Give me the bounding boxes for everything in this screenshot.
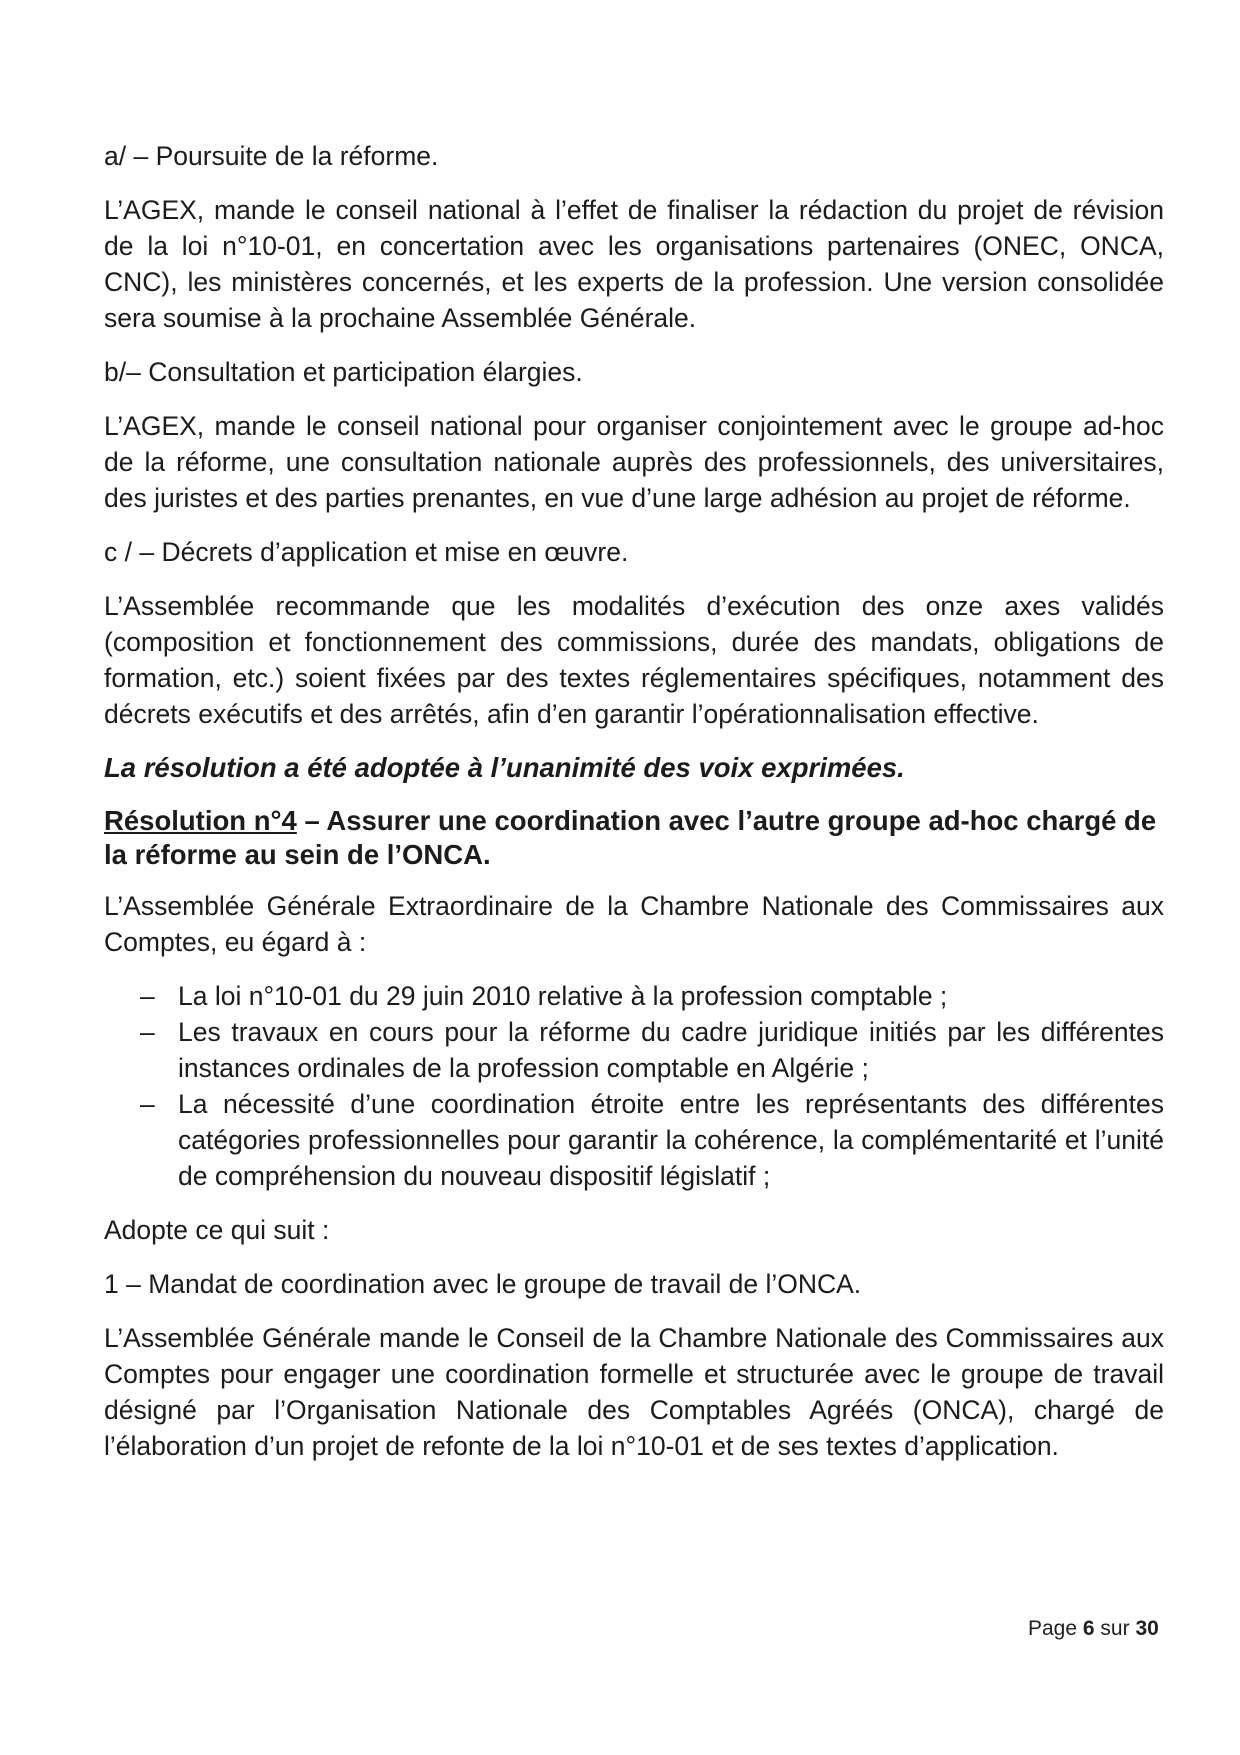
resolution-4-heading (104, 804, 1164, 872)
resolution-4-title: – Assurer une coordination avec l’autre groupe ad-hoc chargé de la réforme au sein de l’ONCA. (104, 805, 1157, 870)
list-item-text: La nécessité d’une coordination étroite entre les représentants des différentes catégories professionnelles pour garantir la cohérence, la complémentarité et l’unité de compréhension du nouveau dispositif législatif ; (178, 1089, 1164, 1191)
section-b-paragraph: L’AGEX, mande le conseil national pour organiser conjointement avec le groupe ad-hoc de la réforme, une consultation nationale auprès des professionnels, des universitaires, des juristes et des parties prenantes, en vue d’une large adhésion au projet de réforme. (104, 411, 1164, 513)
dash-bullet: – (140, 1017, 155, 1047)
adoption-statement: La résolution a été adoptée à l’unanimité des voix exprimées. (104, 752, 905, 783)
sur-label: sur (1100, 1617, 1130, 1640)
item-1-heading: 1 – Mandat de coordination avec le groupe de travail de l’ONCA. (104, 1269, 862, 1299)
page-footer (1028, 1617, 1159, 1641)
section-a-paragraph: L’AGEX, mande le conseil national à l’effet de finaliser la rédaction du projet de révision de la loi n°10-01, en concertation avec les organisations partenaires (ONEC, ONCA, CNC), les ministères concernés, et les experts de la profession. Une version consolidée sera soumise à la prochaine Assemblée Générale. (104, 195, 1164, 333)
list-item (104, 978, 1164, 1014)
list-item-text: Les travaux en cours pour la réforme du cadre juridique initiés par les différentes instances ordinales de la profession comptable en Algérie ; (178, 1017, 1164, 1083)
section-a-heading: a/ – Poursuite de la réforme. (104, 141, 439, 171)
resolution-4-number: Résolution n°4 (104, 805, 297, 836)
section-c-paragraph: L’Assemblée recommande que les modalités d’exécution des onze axes validés (composition et fonctionnement des commissions, durée des mandats, obligations de formation, etc.) soient fixées par des textes réglementaires spécifiques, notamment des décrets exécutifs et des arrêtés, afin d’en garantir l’opérationnalisation effective. (104, 591, 1164, 729)
current-page-number: 6 (1082, 1617, 1095, 1640)
resolution-4-intro: L’Assemblée Générale Extraordinaire de la Chambre Nationale des Commissaires aux Comptes, eu égard à : (104, 891, 1164, 957)
list-item (104, 1086, 1164, 1194)
section-b-heading: b/– Consultation et participation élargies. (104, 357, 583, 387)
page-content (104, 138, 1164, 1482)
page-label: Page (1028, 1617, 1078, 1640)
dash-bullet: – (140, 981, 155, 1011)
considerations-list (104, 978, 1164, 1194)
list-item (104, 1014, 1164, 1086)
total-pages-number: 30 (1135, 1617, 1159, 1640)
adopte-line: Adopte ce qui suit : (104, 1215, 330, 1245)
list-item-text: La loi n°10-01 du 29 juin 2010 relative à la profession comptable ; (178, 981, 948, 1011)
dash-bullet: – (140, 1089, 155, 1119)
section-c-heading: c / – Décrets d’application et mise en œuvre. (104, 537, 629, 567)
item-1-paragraph: L’Assemblée Générale mande le Conseil de la Chambre Nationale des Commissaires aux Comptes pour engager une coordination formelle et structurée avec le groupe de travail désigné par l’Organisation Nationale des Comptables Agréés (ONCA), chargé de l’élaboration d’un projet de refonte de la loi n°10-01 et de ses textes d’application. (104, 1323, 1164, 1461)
